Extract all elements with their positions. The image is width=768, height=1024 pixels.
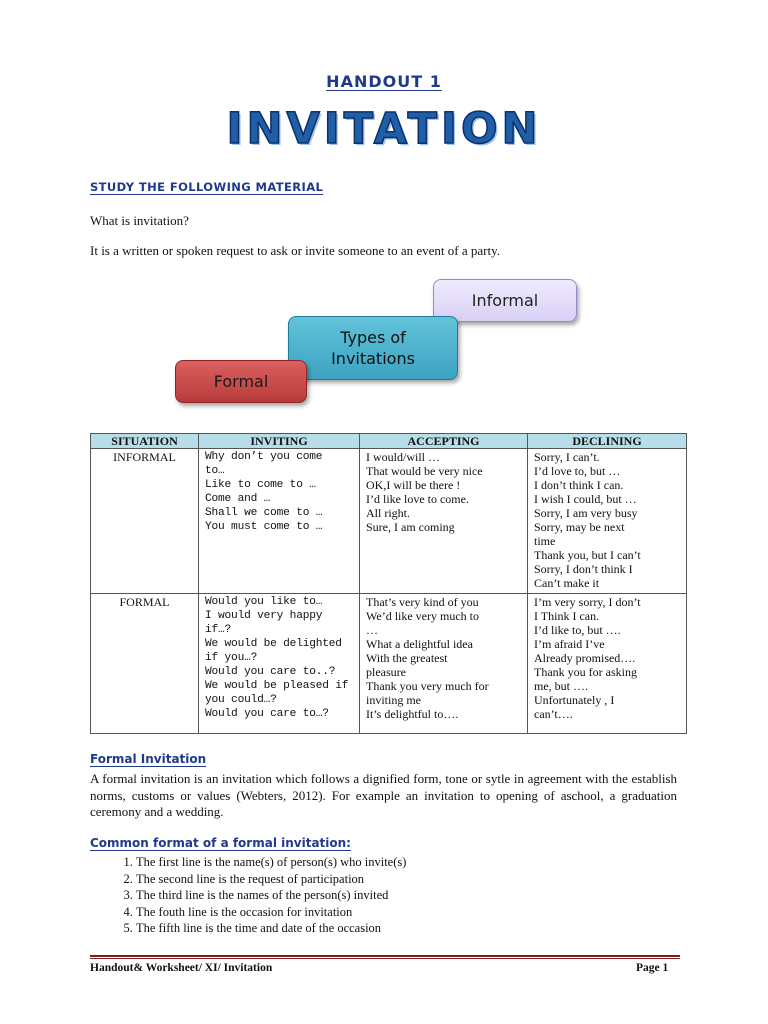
situation-cell: FORMAL (91, 594, 199, 734)
declining-line: Can’t make it (534, 576, 600, 590)
declining-line: time (534, 534, 556, 548)
situation-cell: INFORMAL (91, 449, 199, 594)
declining-line: I’d like to, but …. (534, 623, 621, 637)
declining-line: can’t…. (534, 707, 573, 721)
accepting-line: I’d like love to come. (366, 492, 469, 506)
inviting-line: You must come to … (205, 521, 323, 533)
declining-line: I wish I could, but … (534, 492, 637, 506)
table-row (91, 449, 687, 594)
declining-line: I Think I can. (534, 609, 600, 623)
inviting-line: Would you care to…? (205, 708, 329, 720)
inviting-line: I would very happy (205, 610, 323, 622)
declining-cell (528, 449, 687, 594)
diagram-box-types: Types of Invitations (288, 316, 458, 380)
table-header-row (91, 434, 687, 449)
list-item: 4. The fouth line is the occasion for invitation (136, 904, 696, 921)
accepting-line: It’s delightful to…. (366, 707, 459, 721)
accepting-line: With the greatest (366, 651, 448, 665)
format-list (90, 854, 696, 937)
list-item: 2. The second line is the request of participation (136, 871, 696, 888)
inviting-line: We would be delighted (205, 638, 342, 650)
list-item: 1. The first line is the name(s) of person(s) who invite(s) (136, 854, 696, 871)
inviting-line: Why don’t you come (205, 451, 323, 463)
declining-line: I’m very sorry, I don’t (534, 595, 641, 609)
expressions-table (90, 433, 687, 734)
formal-invitation-description: A formal invitation is an invitation which follows a dignified form, tone or sytle in agreement with the establish norms, customs or values (Webters, 2012). For example an invitation to opening of aschool, a graduation ceremony and a wedding. (90, 771, 677, 819)
declining-line: Sorry, I don’t think I (534, 562, 633, 576)
diagram-box-informal: Informal (433, 279, 577, 322)
inviting-line: you could…? (205, 694, 277, 706)
header-declining: DECLINING (528, 434, 687, 449)
declining-line: Thank you, but I can’t (534, 548, 641, 562)
format-heading: Common format of a formal invitation: (90, 836, 351, 850)
diagram-box-formal: Formal (175, 360, 307, 403)
declining-line: Sorry, I can’t. (534, 450, 600, 464)
accepting-line: That would be very nice (366, 464, 483, 478)
list-item: 5. The fifth line is the time and date of the occasion (136, 920, 696, 937)
page-number: Page 1 (636, 962, 669, 974)
declining-line: Sorry, I am very busy (534, 506, 638, 520)
inviting-line: if you…? (205, 652, 258, 664)
declining-line: Already promised…. (534, 651, 636, 665)
accepting-line: pleasure (366, 665, 406, 679)
declining-line: me, but …. (534, 679, 588, 693)
declining-line: I don’t think I can. (534, 478, 624, 492)
inviting-cell (199, 449, 360, 594)
footer-left-text: Handout& Worksheet/ XI/ Invitation (90, 962, 273, 974)
inviting-line: Would you like to… (205, 596, 323, 608)
header-inviting: INVITING (199, 434, 360, 449)
accepting-line: inviting me (366, 693, 421, 707)
accepting-line: That’s very kind of you (366, 595, 479, 609)
accepting-line: Thank you very much for (366, 679, 489, 693)
page-title: INVITATION (226, 104, 542, 154)
accepting-cell (360, 594, 528, 734)
inviting-line: Shall we come to … (205, 507, 323, 519)
accepting-line: All right. (366, 506, 410, 520)
declining-cell (528, 594, 687, 734)
declining-line: I’m afraid I’ve (534, 637, 605, 651)
accepting-line: We’d like very much to (366, 609, 479, 623)
declining-line: Sorry, may be next (534, 520, 625, 534)
inviting-line: Like to come to … (205, 479, 316, 491)
accepting-line: I would/will … (366, 450, 440, 464)
question-text: What is invitation? (90, 213, 189, 228)
accepting-line: What a delightful idea (366, 637, 473, 651)
declining-line: Thank you for asking (534, 665, 637, 679)
handout-label: HANDOUT 1 (326, 72, 442, 91)
inviting-line: Come and … (205, 493, 271, 505)
formal-invitation-heading: Formal Invitation (90, 752, 207, 766)
definition-text: It is a written or spoken request to ask or invite someone to an event of a party. (90, 243, 500, 258)
accepting-line: OK,I will be there ! (366, 478, 461, 492)
declining-line: I’d love to, but … (534, 464, 621, 478)
list-item: 3. The third line is the names of the person(s) invited (136, 887, 696, 904)
table-row (91, 594, 687, 734)
inviting-line: to… (205, 465, 225, 477)
declining-line: Unfortunately , I (534, 693, 615, 707)
inviting-line: We would be pleased if (205, 680, 349, 692)
study-heading: STUDY THE FOLLOWING MATERIAL (90, 180, 324, 194)
inviting-cell (199, 594, 360, 734)
inviting-line: if…? (205, 624, 232, 636)
inviting-line: Would you care to..? (205, 666, 336, 678)
accepting-line: Sure, I am coming (366, 520, 455, 534)
header-situation: SITUATION (91, 434, 199, 449)
accepting-line: … (366, 623, 378, 637)
accepting-cell (360, 449, 528, 594)
footer-divider (90, 955, 680, 959)
header-accepting: ACCEPTING (360, 434, 528, 449)
